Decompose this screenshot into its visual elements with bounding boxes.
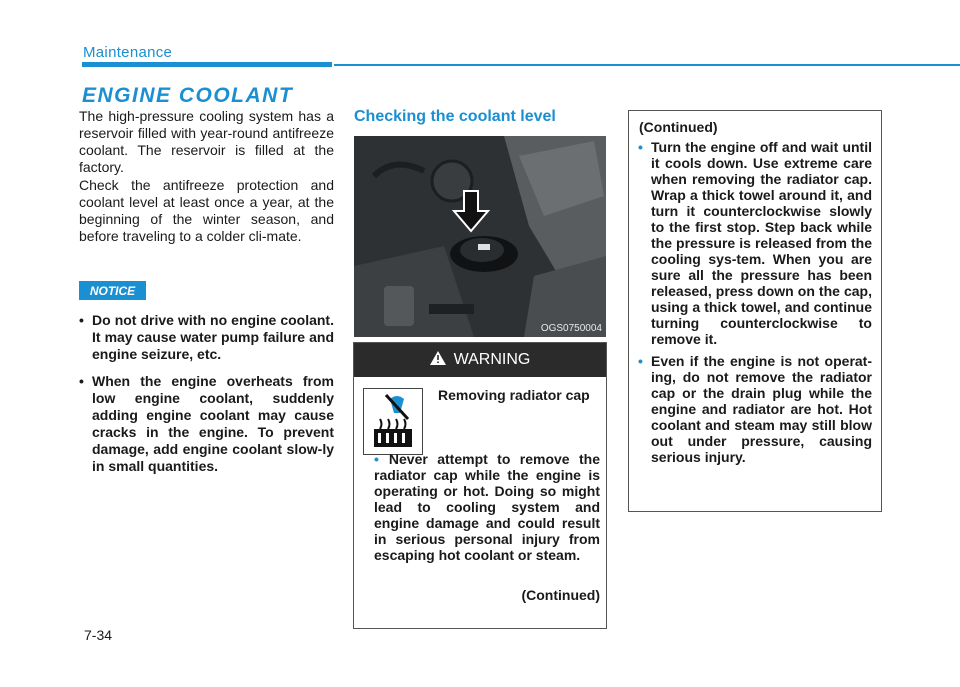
page-number: 7-34 (84, 627, 113, 643)
engine-bay-illustration (354, 136, 606, 337)
notice-item: • Do not drive with no engine coolant. It may cause water pump failure and engine seizure, etc. (79, 312, 334, 363)
warning-continued: (Continued) (521, 587, 600, 603)
warning-box (353, 342, 607, 629)
checking-title: Checking the coolant level (354, 108, 556, 125)
header-rule-thick (82, 62, 332, 67)
continued-item: • Even if the engine is not operat-ing, do not remove the radiator cap or the drain plug while the engine and radiator are hot. Hot coolant and steam may still blow out under pressure, causing serious injury. (638, 353, 872, 465)
warning-header (354, 343, 606, 377)
warning-triangle-icon (430, 351, 446, 370)
continued-item: • Turn the engine off and wait until it cools down. Use extreme care when removing the radiator cap. Wrap a thick towel around it, and turn it counterclockwise slowly to the first stop. Step back while the pressure is released from the cooling sys-tem. When you are sure all the pressure has been released, press down on the cap, using a thick towel, and continue turning counterclockwise to remove it. (638, 139, 872, 347)
engine-photo (354, 136, 606, 337)
page-title: ENGINE COOLANT (82, 84, 294, 107)
warning-title: Removing radiator cap (438, 387, 590, 403)
intro-paragraph-1: The high-pressure cooling system has a reservoir filled with year-round antifreeze coolant. The reservoir is filled at the factory. (79, 108, 334, 175)
warning-label: WARNING (453, 351, 531, 368)
notice-badge: NOTICE (79, 281, 146, 300)
radiator-cap-icon (363, 388, 423, 455)
photo-caption: OGS0750004 (540, 323, 602, 334)
header-rule-thin (334, 64, 960, 66)
intro-paragraph-2: Check the antifreeze protection and coolant level at least once a year, at the beginning of the winter season, and before traveling to a colder cli-mate. (79, 177, 334, 244)
notice-list (79, 312, 334, 485)
warning-text: Never attempt to remove the radiator cap while the engine is operating or hot. Doing so might lead to cooling system and engine damage and could result in serious personal injury from escaping hot coolant or steam. (374, 451, 600, 563)
continued-heading: (Continued) (639, 119, 718, 135)
continued-list (638, 139, 872, 471)
notice-item: • When the engine overheats from low engine coolant, suddenly adding engine coolant may cause cracks in the engine. To prevent damage, add engine coolant slow-ly in small quantities. (79, 373, 334, 475)
continued-box (628, 110, 882, 512)
bullet-icon: • (374, 451, 379, 467)
section-label: Maintenance (83, 44, 173, 61)
warning-text-block (374, 451, 600, 563)
